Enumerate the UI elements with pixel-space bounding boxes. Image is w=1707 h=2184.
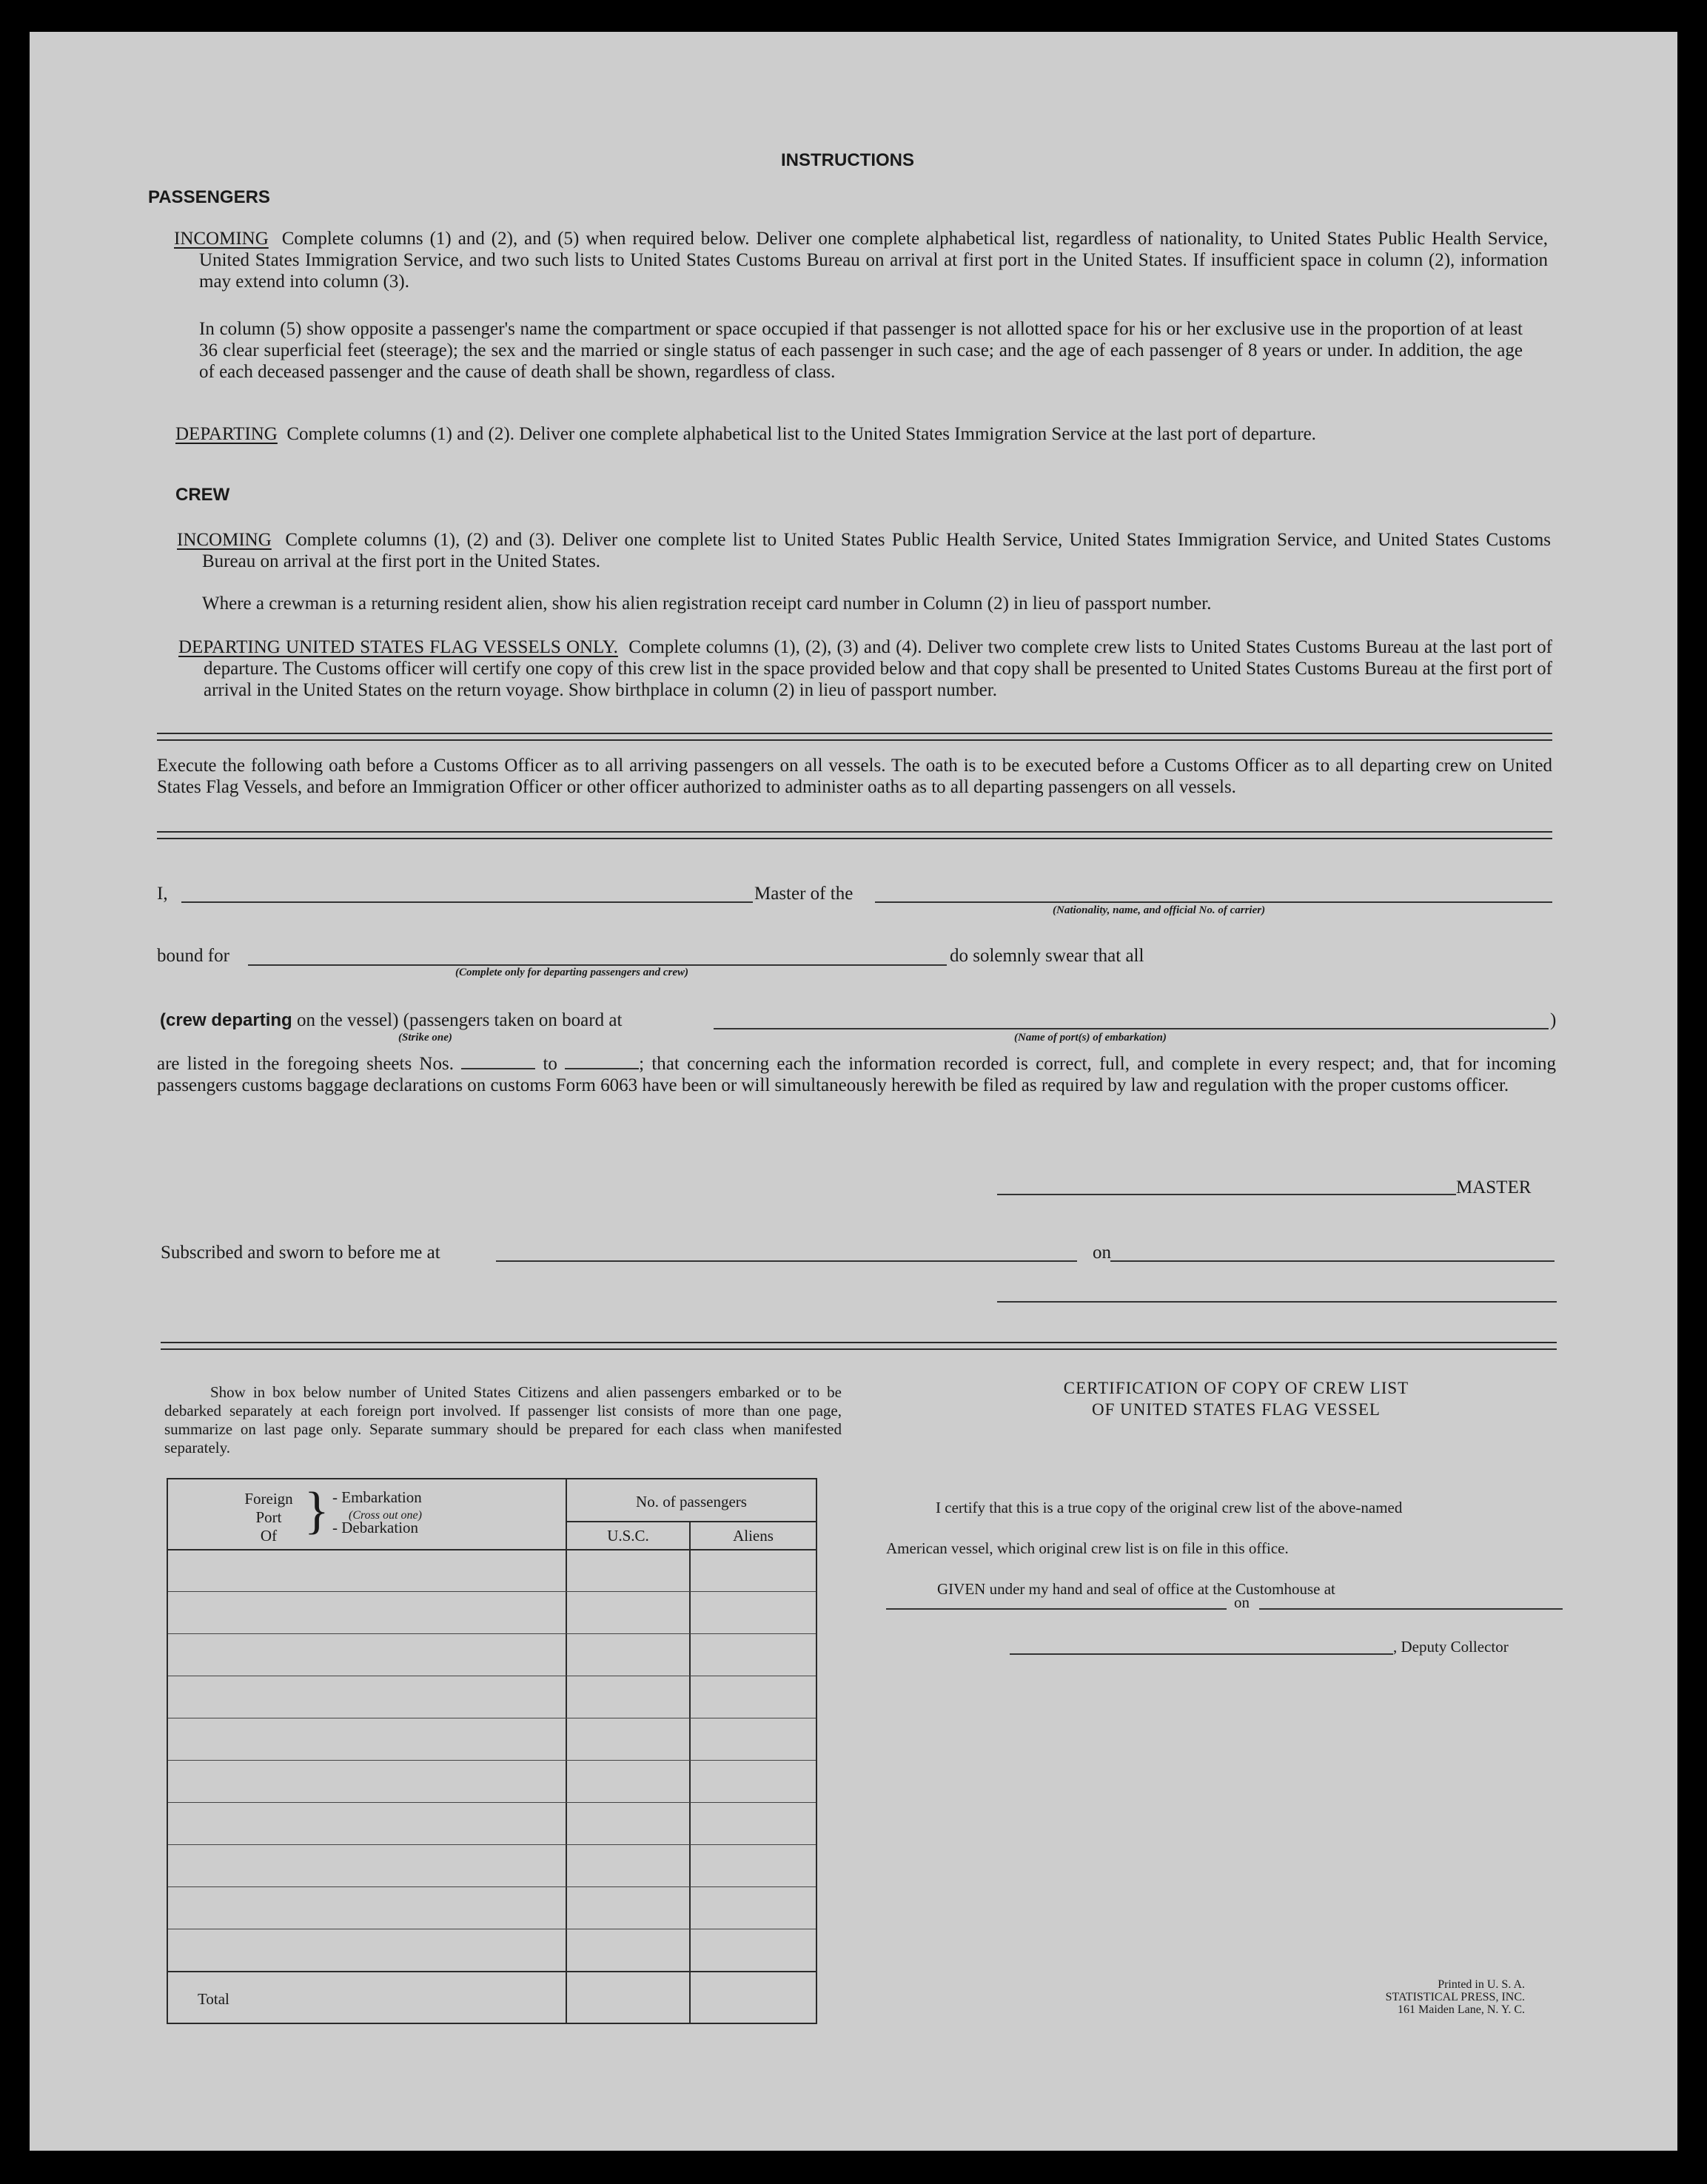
passengers-departing-label: DEPARTING <box>175 424 278 444</box>
embarkation-ports-line[interactable] <box>714 1028 1549 1029</box>
crew-incoming-text: Complete columns (1), (2) and (3). Deliver one complete list to United States Public Health Service, United States Immigration Service, and United States Customs Bureau on arrival at the first port in the United States. <box>202 530 1552 571</box>
header-foreign: Foreign <box>244 1490 293 1508</box>
total-label: Total <box>198 1990 229 2008</box>
passengers-incoming-label: INCOMING <box>174 229 269 249</box>
certification-title-line2: OF UNITED STATES FLAG VESSEL <box>1092 1400 1381 1419</box>
sworn-date-line[interactable] <box>1110 1260 1555 1262</box>
listed-text-b: ; that concerning each the information recorded is correct, full, and complete in every respect; and, that for incoming passengers customs baggage declarations on customs Form 6063 have been or will simultaneously herewith be filed as required by law and regulation with the proper customs officer. <box>157 1054 1556 1095</box>
passengers-column5-paragraph: In column (5) show opposite a passenger's name the compartment or space occupied if that passenger is not allotted space for his or her exclusive use in the proportion of at least 36 clear superficial feet (steerage); the sex and the married or single status of each passenger in such case; and the age of each passenger of 8 years or under. In addition, the age of each deceased passenger and the cause of death shall be shown, regardless of class. <box>199 319 1523 382</box>
given-text: GIVEN under my hand and seal of office at the Customhouse at <box>937 1580 1335 1598</box>
printer-line3: 161 Maiden Lane, N. Y. C. <box>1398 2003 1525 2016</box>
oath-statement <box>157 1053 1556 1096</box>
crew-heading: CREW <box>175 485 230 505</box>
master-of-the-label: Master of the <box>754 884 854 904</box>
sheet-from-blank[interactable] <box>461 1053 535 1069</box>
on-vessel-text: on the vessel) <box>296 1010 399 1030</box>
certify-line2: American vessel, which original crew list is on file in this office. <box>886 1539 1289 1557</box>
passengers-departing-paragraph <box>175 423 1549 445</box>
divider-bottom <box>161 1342 1557 1350</box>
bound-for-hint: (Complete only for departing passengers and crew) <box>455 967 688 978</box>
passengers-heading: PASSENGERS <box>148 187 270 207</box>
crew-incoming-paragraph <box>177 529 1551 572</box>
oath-intro: Execute the following oath before a Customs Officer as to all arriving passengers on all vessels. The oath is to be executed before a Customs Officer as to all departing crew on United States Flag Vessels, and before an Immigration Officer or other officer authorized to administer oaths as to all departing passengers on all vessels. <box>157 756 1552 797</box>
customhouse-line[interactable] <box>886 1608 1227 1610</box>
header-usc: U.S.C. <box>607 1527 649 1545</box>
oath-i-label: I, <box>157 884 168 904</box>
given-date-line[interactable] <box>1259 1608 1563 1610</box>
close-paren: ) <box>1550 1010 1557 1030</box>
divider-top <box>157 733 1552 741</box>
carrier-line[interactable] <box>875 901 1552 903</box>
header-embarkation: - Embarkation <box>332 1488 422 1506</box>
summary-intro: Show in box below number of United States Citizens and alien passengers embarked or to be debarked separately at each foreign port involved. If passenger list consists of more than one page, summarize on last page only. Separate summary should be prepared for each class when manifested separately. <box>164 1383 842 1456</box>
form-page <box>30 32 1677 2151</box>
header-port: Port <box>255 1508 282 1526</box>
header-of: Of <box>260 1527 278 1545</box>
header-no-passengers: No. of passengers <box>636 1493 747 1511</box>
strike-one-hint: (Strike one) <box>398 1032 452 1044</box>
sworn-on-label: on <box>1093 1243 1111 1263</box>
given-on-label: on <box>1234 1593 1250 1611</box>
deputy-signature-line[interactable] <box>1010 1653 1393 1655</box>
passengers-incoming-paragraph <box>174 228 1548 292</box>
listed-text-a: are listed in the foregoing sheets Nos. <box>157 1054 454 1074</box>
printer-line2: STATISTICAL PRESS, INC. <box>1385 1991 1525 2003</box>
crew-departing-label: DEPARTING UNITED STATES FLAG VESSELS ONLY. <box>178 637 618 657</box>
instructions-title: INSTRUCTIONS <box>781 150 914 170</box>
header-cross-out: (Cross out one) <box>349 1509 422 1522</box>
deputy-collector-label: , Deputy Collector <box>1393 1638 1509 1656</box>
printer-line1: Printed in U. S. A. <box>1438 1978 1525 1991</box>
officer-signature-line[interactable] <box>997 1301 1557 1303</box>
master-label: MASTER <box>1456 1177 1532 1197</box>
master-name-line[interactable] <box>181 901 753 903</box>
sworn-at-line[interactable] <box>496 1260 1077 1262</box>
header-foreign-port-of <box>239 1490 298 1545</box>
ports-hint: (Name of port(s) of embarkation) <box>1014 1032 1167 1044</box>
passengers-departing-text: Complete columns (1) and (2). Deliver one complete alphabetical list to the United States Immigration Service at the last port of departure. <box>286 424 1316 444</box>
swear-label: do solemnly swear that all <box>950 946 1144 966</box>
header-aliens: Aliens <box>733 1527 774 1545</box>
crew-incoming-label: INCOMING <box>177 530 272 550</box>
printer-imprint <box>1281 1978 1525 2016</box>
summary-table <box>167 1478 817 2024</box>
passengers-incoming-text: Complete columns (1) and (2), and (5) when required below. Deliver one complete alphabetical list, regardless of nationality, to United States Public Health Service, United States Immigration Service, and two such lists to United States Customs Bureau on arrival at first port in the United States. If insufficient space in column (2), information may extend into column (3). <box>199 229 1549 292</box>
divider-oath <box>157 831 1552 839</box>
brace-icon: } <box>304 1482 329 1539</box>
nationality-hint: (Nationality, name, and official No. of carrier) <box>1053 904 1266 916</box>
certification-title-line1: CERTIFICATION OF COPY OF CREW LIST <box>1063 1379 1409 1397</box>
subscribed-label: Subscribed and sworn to before me at <box>161 1243 440 1263</box>
crew-departing-paragraph <box>178 636 1552 701</box>
master-signature-line[interactable] <box>997 1194 1456 1195</box>
header-debarkation: - Debarkation <box>332 1519 419 1536</box>
passengers-taken-text: (passengers taken on board at <box>403 1010 623 1030</box>
sheet-to-blank[interactable] <box>565 1053 639 1069</box>
bound-for-label: bound for <box>157 946 229 966</box>
crew-departing-bold: (crew departing <box>160 1010 292 1030</box>
crew-departing-option <box>160 1009 622 1031</box>
certification-title <box>903 1377 1569 1420</box>
listed-to: to <box>543 1054 557 1074</box>
certify-line1: I certify that this is a true copy of the original crew list of the above-named <box>936 1499 1403 1516</box>
crew-departing-text: Complete columns (1), (2), (3) and (4). Deliver two complete crew lists to United States Customs Bureau at the last port of departure. The Customs officer will certify one copy of this crew list in the space provided below and that copy shall be presented to United States Customs Bureau at the first port of arrival in the United States on the return voyage. Show birthplace in column (2) in lieu of passport number. <box>204 637 1553 700</box>
crew-resident-paragraph: Where a crewman is a returning resident alien, show his alien registration receipt card number in Column (2) in lieu of passport number. <box>202 594 1212 614</box>
